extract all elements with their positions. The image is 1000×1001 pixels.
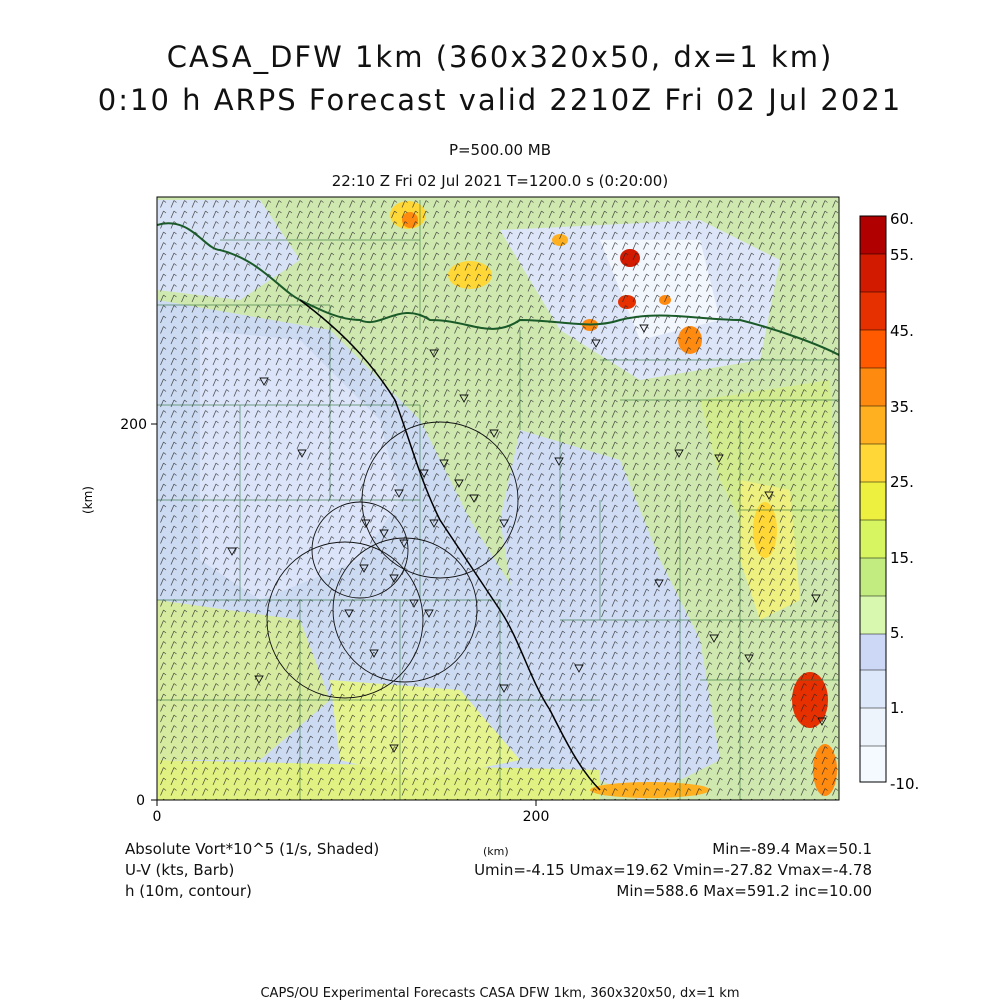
- colorbar-label-25: 25.: [890, 473, 914, 491]
- vorticity-shading: [157, 197, 839, 800]
- field2-stats: Umin=-4.15 Umax=19.62 Vmin=-27.82 Vmax=-4.78: [474, 861, 872, 879]
- colorbar-label-15: 15.: [890, 549, 914, 567]
- colorbar-label-60: 60.: [890, 210, 914, 228]
- credit-line: CAPS/OU Experimental Forecasts CASA DFW 1km, 360x320x50, dx=1 km: [260, 986, 740, 1001]
- field3-label: h (10m, contour): [125, 882, 252, 900]
- y-tick-200: 200: [120, 417, 147, 433]
- colorbar-label-1: 1.: [890, 699, 905, 717]
- colorbar-label-35: 35.: [890, 398, 914, 416]
- pressure-level: P=500.00 MB: [448, 141, 552, 159]
- field2-label: U-V (kts, Barb): [125, 861, 235, 879]
- colorbar-label-55: 55.: [890, 246, 914, 264]
- colorbar-label-45: 45.: [890, 322, 914, 340]
- colorbar-label-5: 5.: [890, 624, 905, 642]
- valid-time: 22:10 Z Fri 02 Jul 2021 T=1200.0 s (0:20:00): [331, 172, 669, 190]
- y-axis-unit: (km): [81, 485, 95, 515]
- field1-stats: Min=-89.4 Max=50.1: [712, 840, 872, 858]
- colorbar-labels: [890, 210, 919, 793]
- title-line-2: 0:10 h ARPS Forecast valid 2210Z Fri 02 Jul 2021: [97, 83, 903, 117]
- field1-label: Absolute Vort*10^5 (1/s, Shaded): [125, 840, 380, 858]
- field3-stats: Min=588.6 Max=591.2 inc=10.00: [616, 882, 872, 900]
- x-tick-0: 0: [152, 809, 162, 825]
- x-axis-unit: (km): [483, 845, 509, 858]
- colorbar-label-minus10: -10.: [890, 775, 920, 793]
- title-line-1: CASA_DFW 1km (360x320x50, dx=1 km): [166, 40, 834, 74]
- y-tick-0: 0: [136, 793, 145, 809]
- colorbar: [860, 216, 886, 782]
- x-tick-200: 200: [522, 809, 550, 825]
